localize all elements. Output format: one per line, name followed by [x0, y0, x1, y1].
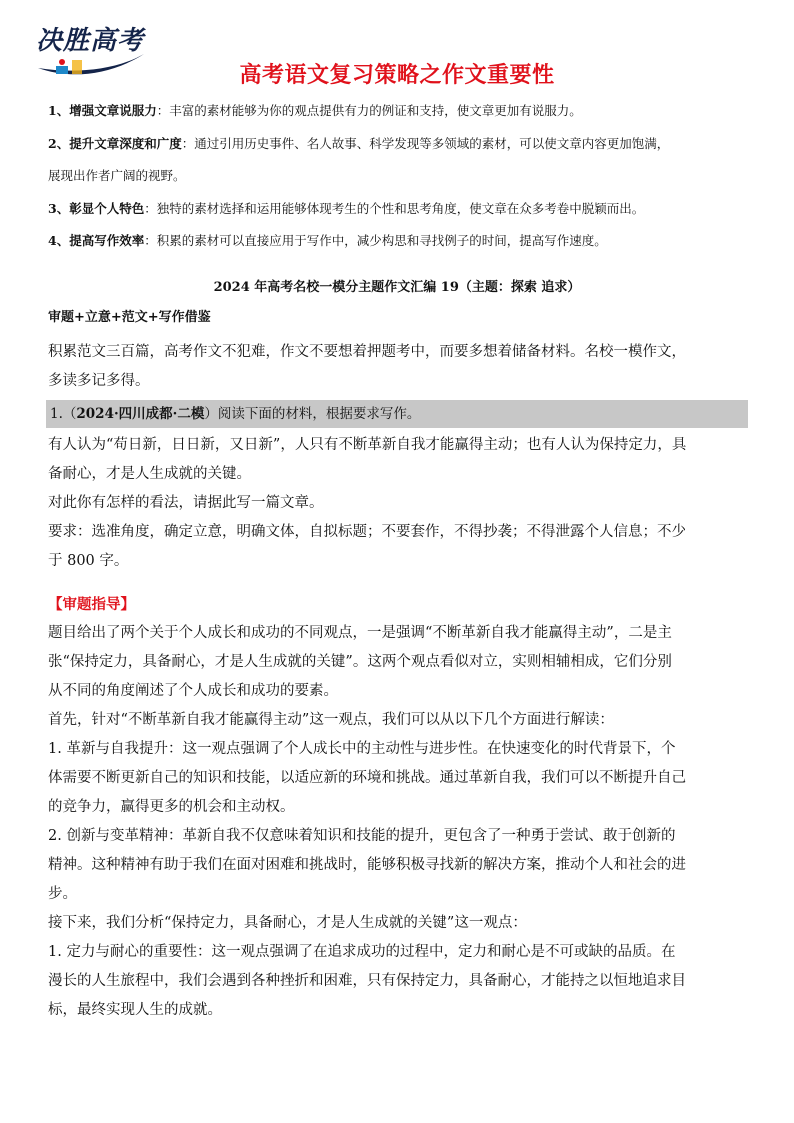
- intro-list: [48, 95, 748, 258]
- logo-text: 决胜高考: [36, 26, 145, 56]
- intro-item: 4、提高写作效率：积累的素材可以直接应用于写作中，减少构思和寻找例子的时间，提高写作速度。: [48, 233, 607, 248]
- question-header: 1.（2024·四川成都·二模）阅读下面的材料，根据要求写作。: [46, 400, 748, 428]
- lead-paragraph: 积累范文三百篇，高考作文不犯难，作文不要想着押题考中，而要多想着储备材料。名校一模作文， 多读多记多得。: [48, 344, 686, 389]
- material-text: 有人认为“苟日新，日日新，又日新”，人只有不断革新自我才能赢得主动；也有人认为保持定力，具 备耐心，才是人生成就的关键。 对此你有怎样的看法，请据此写一篇文章。 要求：选准角度，确定立意，明确文体，自拟标题；不要套作，不得抄袭；不得泄露个人信息；不少 于 800 字。: [48, 437, 687, 569]
- compilation-title: 2024 年高考名校一模分主题作文汇编 19（主题：探索 追求）: [213, 280, 581, 295]
- intro-item: 2、提升文章深度和广度：通过引用历史事件、名人故事、科学发现等多领域的素材，可以使文章内容更加饱满，: [48, 135, 670, 151]
- intro-item: 3、彰显个人特色：独特的素材选择和运用能够体现考生的个性和思考角度，使文章在众多考卷中脱颖而出。: [48, 200, 645, 216]
- intro-item: 1、增强文章说服力：丰富的素材能够为你的观点提供有力的例证和支持，使文章更加有说服力。: [48, 103, 582, 118]
- question-source: 2024·四川成都·二模: [76, 406, 205, 422]
- guide-label: 【审题指导】: [48, 596, 135, 613]
- section-label: 审题+立意+范文+写作借鉴: [48, 310, 211, 325]
- page-title: 高考语文复习策略之作文重要性: [239, 63, 555, 88]
- intro-item-cont: 展现出作者广阔的视野。: [48, 168, 186, 183]
- guide-section: 【审题指导】 题目给出了两个关于个人成长和成功的不同观点，一是强调“不断革新自我才能赢得主动”，二是主 张“保持定力，具备耐心，才是人生成就的关键”。这两个观点看似对立，实则相辅相成，它们分别 从不同的角度阐述了个人成长和成功的要素。 首先，针对“不断革新自我才能赢得主动”这一观点，我们可以从以下几个方面进行解读： 1. 革新与自我提升：这一观点强调了个人成长中的主动性与进步性。在快速变化的时代背景下，个 体需要不断更新自己的知识和技能，以适应新的环境和挑战。通过革新自我，我们可以不断提升自己 的竞争力，赢得更多的机会和主动权。 2. 创新与变革精神：革新自我不仅意味着知识和技能的提升，更包含了一种勇于尝试、敢于创新的 精神。这种精神有助于我们在面对困难和挑战时，能够积极寻找新的解决方案，推动个人和社会的进 步。 接下来，我们分析“保持定力，具备耐心，才是人生成就的关键”这一观点： 1. 定力与耐心的重要性：这一观点强调了在追求成功的过程中，定力和耐心是不可或缺的品质。在 漫长的人生旅程中，我们会遇到各种挫折和困难，只有保持定力，具备耐心，才能持之以恒地追求目 标，最终实现人生的成就。: [48, 590, 754, 1025]
